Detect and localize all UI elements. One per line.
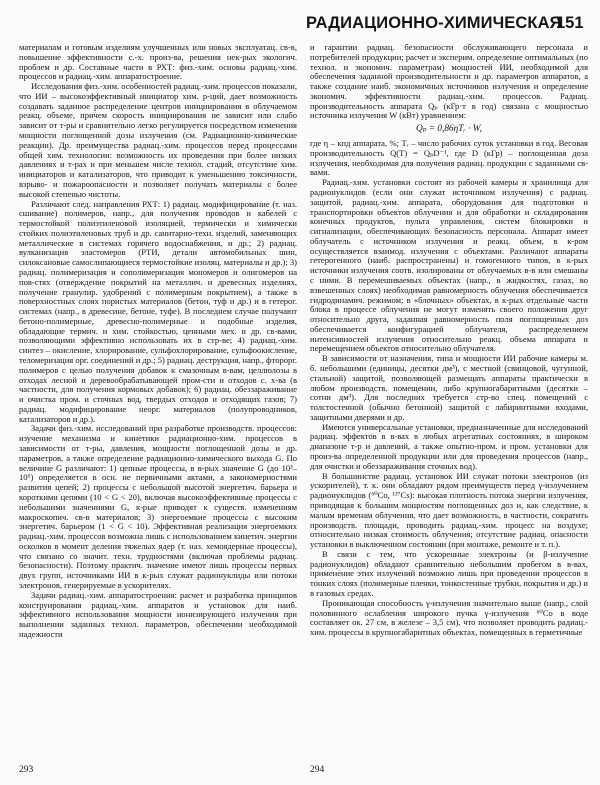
left-text-column [19,43,297,640]
paragraph: Имеются универсальные установки, предназначенные для исследований радиац. эффектов в в-вах в любых агрегатных состояниях, в широком диапазоне т-р и давлений, а также опытно-пром. и пром. установки для произ-ва определенной продукции или для проведения процессов (напр., для очистки и обеззараживания сточных вод). [310,421,588,471]
paragraph: Радиац.-хим. установки состоят из рабочей камеры и хранилища для радионуклидов (если они служат источником излучения) с радиац. защитой, радиац.-хим. аппарата, оборудования для подготовки и транспортировки объектов облучения и для обработки и складирования конечных продуктов, пульта управления, систем блокировки и сигнализации, обеспечивающих безопасность персонала. Аппарат имеет облучатель с источником излучения и реакц. объем, в к-ром осуществляется взаимод. излучения с объектами. Различают аппараты гетерогенного (наиб. распространены) и гомогенного типов, в к-рых источники излучения соотв. изолированы от облучаемых в-в или смешаны с ними. В перемешиваемых объектах (напр., в жидкостях, газах, во взвешенных слоях) необходимая равномерность облучения обеспечивается гидродинамич. режимом; в «блочных» объектах, в к-рых отдельные части блока в процессе облучения не могут изменять своего положения друг относительно друга, заданная равномерность поля поглощенных доз обеспечивается конфигурацией облучателя, распределением интенсивностей излучения относительно реакц. объема аппарата и перемещением объектов относительно облучателя. [310,177,588,354]
running-head [0,14,600,38]
paragraph: В зависимости от назначения, типа и мощности ИИ рабочие камеры м. б. небольшими (единицы, десятки дм³), с местной (свинцовой, чугунной, стальной) защитой, позволяющей размещать аппараты практически в любом производств. помещении, либо крупногабаритными (десятки – сотни дм³). Для последних требуется стр-во спец. помещений с толстостенной (обычно бетонной) защитой с лабиринтными входами, защитными дверями и др. [310,353,588,422]
paragraph: Различают след. направления РХТ: 1) радиац. модифицирование (т. наз. сшивание) полимеров, напр., для получения проводов и кабелей с термостойкой полиэтиленовой изоляцией, термически и химически стойких полиэтиленовых труб и др. санитарно-техн. изделий, заменяющих металлические в системах горячего водоснабжения, и др.; 2) радиац. вулканизация эластомеров (РТИ, детали автомобильных шин, силоксановые самослипающиеся термостойкие изоляц. материалы и др.); 3) радиац. полимеризация и сополимеризация мономеров и олигомеров на пов-стях (отверждение покрытий на металлич. и древесных изделиях, получение гранулир. удобрений с полимерным покрытием), а также в поверхностных слоях пористых материалов (бетон, туф и др.) и в гетерог. системах (напр., в древесине, бетоне, туфе). В последнем случае получают бетоно-полимерные, древесно-полимерные и подобные изделия, обладающие термич. и хим. стойкостью, ценными мех. и др. св-вами, позволяющими эффективно использовать их в стр-ве; 4) радиац.-хим. синтез – окисление, хлорирование, сульфохлорирование, сульфоокисление, теломеризация орг. соединений и др.; 5) радиац. деструкция, напр., фторорг. полимеров с целью получения добавок к смазочным в-вам, целлюлозы в отходах лесной и деревообрабатывающей пром-сти и отходов с. х-ва (в частности, для получения кормовых добавок); 6) радиац. обеззараживание и очистка пром. и сточных вод, твердых отходов и отходящих газов; 7) радиац. модифицирование неорг. материалов (полупроводников, катализаторов и др.). [19,198,297,424]
paragraph: Исследования физ.-хим. особенностей радиац.-хим. процессов показали, что ИИ – высокоэффективный инициатор хим. р-ций, дает возможность создавать заданное распределение центров инициирования в облучаемом реакц. объеме, причем скорость инициирования не зависит или слабо зависит от т-ры и сравнительно легко регулируется посредством изменения мощности поглощенной дозы излучения (см. Радиационно-химические реакции). Др. преимущества радиац.-хим. процессов перед процессами общей хим. технологии: возможность их проведения при более низких давлениях и т-рах и при меньшем числе технол. стадий, отсутствие хим. инициаторов и катализаторов, что приводит к уменьшению токсичности, взрыво- и пожароопасности и позволяет получать материалы с более высокой степенью чистоты. [19,81,297,199]
paragraph: и гарантии радиац. безопасности обслуживающего персонала и потребителей продукции; расчет и эксперим. определение оптимальных (по технол. и экономич. параметрам) мощностей ИИ, необходимой для обеспечения заданной производительности и др. параметров аппаратов, а также создание наиб. экономичных источников излучения и определение экономич. эффективности радиац.-хим. процессов. Радиац. производительность аппарата Qₚ (кГр·т в год) связана с мощностью источника излучения W (кВт) уравнением: [310,42,588,121]
paragraph: В большинстве радиац. установок ИИ служат потоки электронов (из ускорителей), т. к. они обладают рядом преимуществ перед γ-излучением радионуклидов (⁶⁰Co, ¹³⁷Cs): высокая плотность потока энергии излучения, приводящая к большим мощностям поглощенных доз и, как следствие, к малым временам облучения, что дает возможность, в частности, сократить производств. площади, проводить радиац.-хим. процесс на воздухе; относительно низкая стоимость облучения; отсутствие радиац. опасности установки в выключенном состоянии (при монтаже, ремонте и т. п.). [310,470,588,550]
right-text-column [310,43,588,638]
page-number-left: 293 [19,765,34,775]
paragraph: В связи с тем, что ускоренные электроны (и β-излучение радионуклидов) обладают сравнительно небольшим пробегом в в-вах, применение этих излучений возможно лишь при проведении процессов в тонких слоях (полимерные пленки, тонкостенные трубки, покрытия и др.) и в газовых средах. [310,548,588,598]
page-number-right: 294 [310,765,325,775]
paragraph: Проникающая способность γ-излучения значительно выше (напр., слой половинного ослабления широкого пучка γ-излучения ⁶⁰Co в воде составляет ок. 27 см, в железе – 3,5 см), что позволяет проводить радиац.-хим. процессы в крупногабаритных объектах, помещенных в герметичные [310,597,588,638]
paragraph: Задачи физ.-хим. исследований при разработке производств. процессов: изучение механизма и кинетики радиационно-хим. процессов в зависимости от т-ры, давления, мощности поглощенной дозы и др. параметров, а также определение радиационно-химического выхода G. По величине G различают: 1) цепные процессы, в в-рых значение G (до 10³–10⁶) определяется в осн. не первичными актами, а закономерностями развития цепей; 2) процессы с небольшой высотой энергетич. барьера и короткими цепями (10 < G < 20), включая высокоэффективные процессы с небольшими значениями G, к-рые приводят к существ. изменениям макроскопич. св-в материалов; 3) энергоемкие процессы с высоким энергетич. барьером (1 < G < 10). Эффективная реализация энергоемких радиац.-хим. процессов возможна лишь с использованием кинетич. энергии осколков в момент деления тяжелых ядер (т. наз. хемоядерные процессы), что связано со значит. техн. трудностями (включая проблемы радиац. безопасности). Поэтому практич. значение имеют лишь процессы первых двух групп, источниками ИИ в к-рых служат радионуклиды или потоки электронов, генерируемые в ускорителях. [19,423,297,590]
formula-productivity: Qₚ = 0,86ηTᵣ · W, [416,124,482,135]
running-head-page-number: 151 [556,14,584,32]
right-column-intro [310,43,588,121]
paragraph: Задачи радиац.-хим. аппаратостроения: расчет и разработка принципов конструирования радиац.-хим. аппаратов и установок для наиб. эффективного использования мощности ионизирующего излучения при выполнении заданных технол. параметров, обеспечении необходимой надежности [19,589,297,639]
paragraph: материалам и готовым изделиям улучшенных или новых эксплуатац. св-в, повышение эффективности с.-х. произ-ва, решения нек-рых экологич. проблем и др. Составные части в РХТ: физ.-хим. основы радиац.-хим. процессов и радиац.-хим. аппаратостроение. [19,42,297,82]
right-column-body [310,139,588,638]
paragraph: где η – кпд аппарата, %; Tᵣ – число рабочих суток установки в год. Весовая производительность Q(T) = QₚD⁻¹, где D (кГр) – поглощенная доза излучения, необходимая для получения радиац. продукции с заданными св-вами. [310,138,588,178]
running-head-title: РАДИАЦИОННО-ХИМИЧЕСКАЯ [306,14,562,32]
